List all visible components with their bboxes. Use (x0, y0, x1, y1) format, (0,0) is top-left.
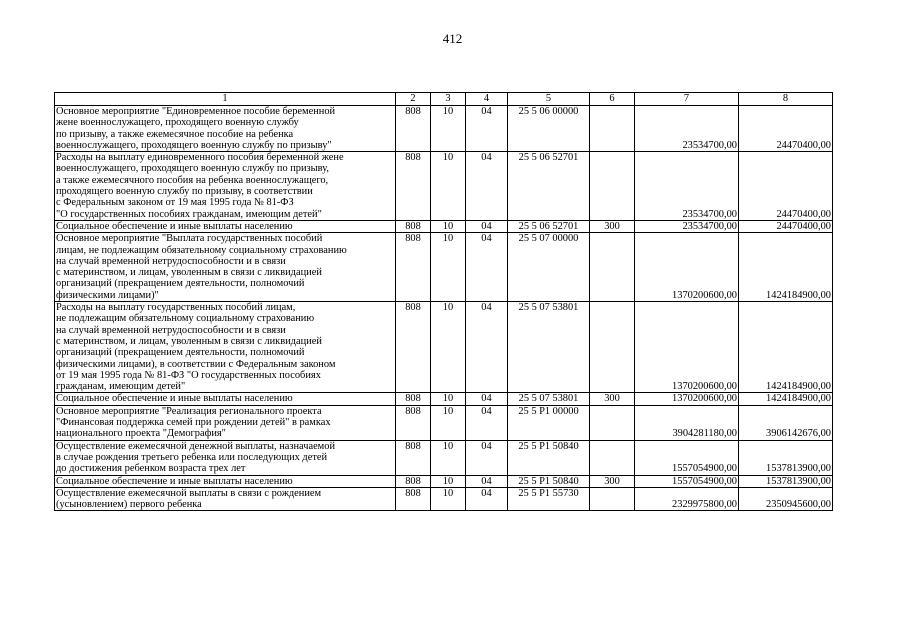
amount-year-1: 23534700,00 (635, 106, 739, 152)
amount-year-1: 2329975800,00 (635, 487, 739, 511)
target-article-code: 25 5 07 00000 (508, 233, 590, 302)
expense-type-code (590, 106, 635, 152)
table-row (55, 106, 833, 152)
target-article-code: 25 5 07 53801 (508, 302, 590, 393)
subsection-code: 04 (466, 393, 508, 405)
expense-type-code (590, 487, 635, 511)
section-code: 10 (431, 302, 466, 393)
subsection-code: 04 (466, 233, 508, 302)
column-header: 3 (431, 93, 466, 106)
amount-year-2: 1424184900,00 (739, 233, 833, 302)
ministry-code: 808 (396, 106, 431, 152)
expense-type-code: 300 (590, 220, 635, 232)
column-header: 7 (635, 93, 739, 106)
target-article-code: 25 5 P1 55730 (508, 487, 590, 511)
section-code: 10 (431, 220, 466, 232)
row-description: Осуществление ежемесячной выплаты в связи с рождением (усыновлением) первого ребенка (55, 487, 396, 511)
row-description: Основное мероприятие "Реализация регионального проекта "Финансовая поддержка семей при рождении детей" в рамках национального проекта "Демография" (55, 405, 396, 440)
section-code: 10 (431, 393, 466, 405)
section-code: 10 (431, 152, 466, 221)
amount-year-1: 1370200600,00 (635, 302, 739, 393)
section-code: 10 (431, 233, 466, 302)
expense-type-code (590, 233, 635, 302)
subsection-code: 04 (466, 152, 508, 221)
subsection-code: 04 (466, 440, 508, 475)
subsection-code: 04 (466, 106, 508, 152)
section-code: 10 (431, 106, 466, 152)
ministry-code: 808 (396, 302, 431, 393)
table-row (55, 393, 833, 405)
column-header: 2 (396, 93, 431, 106)
expense-type-code (590, 302, 635, 393)
table-header-row (55, 93, 833, 106)
subsection-code: 04 (466, 220, 508, 232)
amount-year-1: 23534700,00 (635, 152, 739, 221)
amount-year-2: 24470400,00 (739, 106, 833, 152)
table-row (55, 302, 833, 393)
expense-type-code: 300 (590, 393, 635, 405)
target-article-code: 25 5 P1 50840 (508, 475, 590, 487)
target-article-code: 25 5 06 52701 (508, 220, 590, 232)
table-row (55, 487, 833, 511)
amount-year-2: 1424184900,00 (739, 393, 833, 405)
section-code: 10 (431, 475, 466, 487)
amount-year-1: 1557054900,00 (635, 440, 739, 475)
amount-year-2: 1537813900,00 (739, 475, 833, 487)
amount-year-2: 1537813900,00 (739, 440, 833, 475)
target-article-code: 25 5 P1 50840 (508, 440, 590, 475)
target-article-code: 25 5 06 00000 (508, 106, 590, 152)
amount-year-2: 24470400,00 (739, 220, 833, 232)
row-description: Основное мероприятие "Выплата государственных пособий лицам, не подлежащим обязательному социальному страхованию на случай временной нетрудоспособности и в связи с материнством, и лицам, уволенным в связи с ликвидацией организаций (прекращением деятельности, полномочий физическими лицами)" (55, 233, 396, 302)
amount-year-2: 1424184900,00 (739, 302, 833, 393)
row-description: Расходы на выплату государственных пособий лицам, не подлежащим обязательному социальному страхованию на случай временной нетрудоспособности и в связи с материнством, и лицам, уволенным в связи с ликвидацией организаций (прекращением деятельности, полномочий физическими лицами), в соответствии с Федеральным законом от 19 мая 1995 года № 81-ФЗ "О государственных пособиях гражданам, имеющим детей" (55, 302, 396, 393)
subsection-code: 04 (466, 302, 508, 393)
target-article-code: 25 5 P1 00000 (508, 405, 590, 440)
ministry-code: 808 (396, 475, 431, 487)
table-row (55, 405, 833, 440)
expense-type-code: 300 (590, 475, 635, 487)
expense-type-code (590, 440, 635, 475)
row-description: Социальное обеспечение и иные выплаты населению (55, 220, 396, 232)
table-row (55, 233, 833, 302)
column-header: 5 (508, 93, 590, 106)
row-description: Осуществление ежемесячной денежной выплаты, назначаемой в случае рождения третьего ребенка или последующих детей до достижения ребенком возраста трех лет (55, 440, 396, 475)
subsection-code: 04 (466, 475, 508, 487)
row-description: Расходы на выплату единовременного пособия беременной жене военнослужащего, проходящего военную службу по призыву, а также ежемесячного пособия на ребенка военнослужащего, проходящего военную службу по призыву, в соответствии с Федеральным законом от 19 мая 1995 года № 81-ФЗ "О государственных пособиях гражданам, имеющим детей" (55, 152, 396, 221)
subsection-code: 04 (466, 487, 508, 511)
column-header: 6 (590, 93, 635, 106)
row-description: Социальное обеспечение и иные выплаты населению (55, 475, 396, 487)
ministry-code: 808 (396, 405, 431, 440)
table-row (55, 152, 833, 221)
amount-year-1: 1370200600,00 (635, 393, 739, 405)
ministry-code: 808 (396, 393, 431, 405)
ministry-code: 808 (396, 220, 431, 232)
section-code: 10 (431, 440, 466, 475)
section-code: 10 (431, 487, 466, 511)
amount-year-1: 3904281180,00 (635, 405, 739, 440)
expense-type-code (590, 405, 635, 440)
column-header: 1 (55, 93, 396, 106)
budget-table (54, 92, 833, 511)
amount-year-1: 23534700,00 (635, 220, 739, 232)
target-article-code: 25 5 07 53801 (508, 393, 590, 405)
page-number: 412 (442, 31, 463, 46)
amount-year-1: 1370200600,00 (635, 233, 739, 302)
expense-type-code (590, 152, 635, 221)
column-header: 8 (739, 93, 833, 106)
table-row (55, 440, 833, 475)
amount-year-2: 3906142676,00 (739, 405, 833, 440)
subsection-code: 04 (466, 405, 508, 440)
target-article-code: 25 5 06 52701 (508, 152, 590, 221)
ministry-code: 808 (396, 152, 431, 221)
table-row (55, 475, 833, 487)
table-row (55, 220, 833, 232)
column-header: 4 (466, 93, 508, 106)
amount-year-2: 2350945600,00 (739, 487, 833, 511)
ministry-code: 808 (396, 233, 431, 302)
ministry-code: 808 (396, 487, 431, 511)
row-description: Основное мероприятие "Единовременное пособие беременной жене военнослужащего, проходящего военную службу по призыву, а также ежемесячное пособие на ребенка военнослужащего, проходящего военную службу по призыву" (55, 106, 396, 152)
section-code: 10 (431, 405, 466, 440)
amount-year-1: 1557054900,00 (635, 475, 739, 487)
ministry-code: 808 (396, 440, 431, 475)
amount-year-2: 24470400,00 (739, 152, 833, 221)
row-description: Социальное обеспечение и иные выплаты населению (55, 393, 396, 405)
